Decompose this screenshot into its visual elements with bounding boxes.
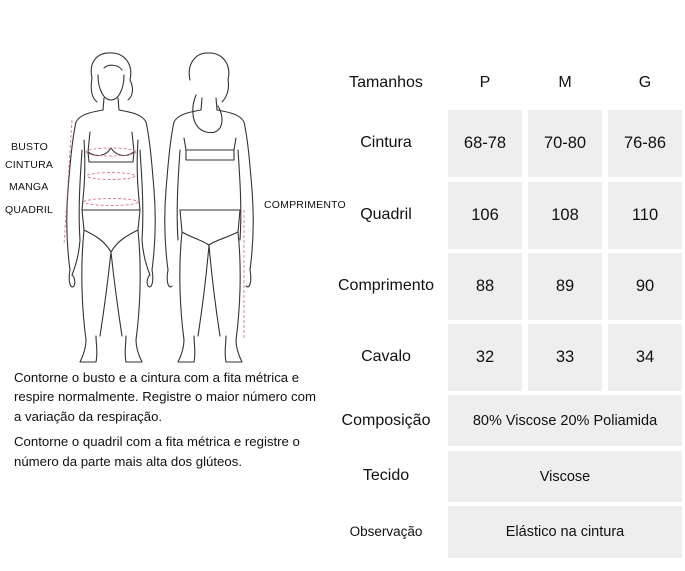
cell-comprimento-m: 89 [528, 253, 602, 320]
cell-cavalo-m: 33 [528, 324, 602, 391]
cell-observacao: Elástico na cintura [448, 506, 682, 558]
cell-comprimento-g: 90 [608, 253, 682, 320]
row-label-composicao: Composição [341, 412, 431, 429]
instruction-quadril: Contorne o quadril com a fita métrica e registre o número da parte mais alta dos glúteos. [14, 434, 300, 469]
cell-quadril-p: 106 [448, 182, 522, 249]
row-label-quadril: Quadril [360, 206, 412, 223]
instruction-busto-cintura: Contorne o busto e a cintura com a fita métrica e respire normalmente. Registre o maior número com a variação da respiração. [14, 370, 316, 424]
size-table-corner: Tamanhos [349, 74, 423, 91]
cell-composicao: 80% Viscose 20% Poliamida [448, 395, 682, 446]
cell-tecido: Viscose [448, 451, 682, 502]
cell-cavalo-p: 32 [448, 324, 522, 391]
row-label-comprimento: Comprimento [337, 277, 435, 294]
label-comprimento: COMPRIMENTO [264, 199, 346, 211]
cell-quadril-g: 110 [608, 182, 682, 249]
row-label-tecido: Tecido [362, 467, 410, 484]
label-manga: MANGA [9, 181, 49, 193]
cell-cintura-g: 76-86 [608, 110, 682, 177]
instructions [14, 368, 324, 477]
size-header-m: M [558, 74, 572, 91]
cell-cavalo-g: 34 [608, 324, 682, 391]
cell-cintura-p: 68-78 [448, 110, 522, 177]
label-cintura: CINTURA [5, 159, 54, 171]
cell-quadril-m: 108 [528, 182, 602, 249]
row-label-cintura: Cintura [360, 134, 412, 151]
cell-comprimento-p: 88 [448, 253, 522, 320]
size-header-g: G [638, 74, 652, 91]
front-figure [67, 53, 156, 362]
row-label-cavalo: Cavalo [361, 348, 411, 365]
back-figure [165, 53, 254, 362]
label-quadril: QUADRIL [5, 204, 54, 216]
size-header-p: P [479, 74, 491, 91]
cell-cintura-m: 70-80 [528, 110, 602, 177]
label-busto: BUSTO [11, 141, 48, 153]
row-label-observacao: Observação [349, 524, 423, 539]
